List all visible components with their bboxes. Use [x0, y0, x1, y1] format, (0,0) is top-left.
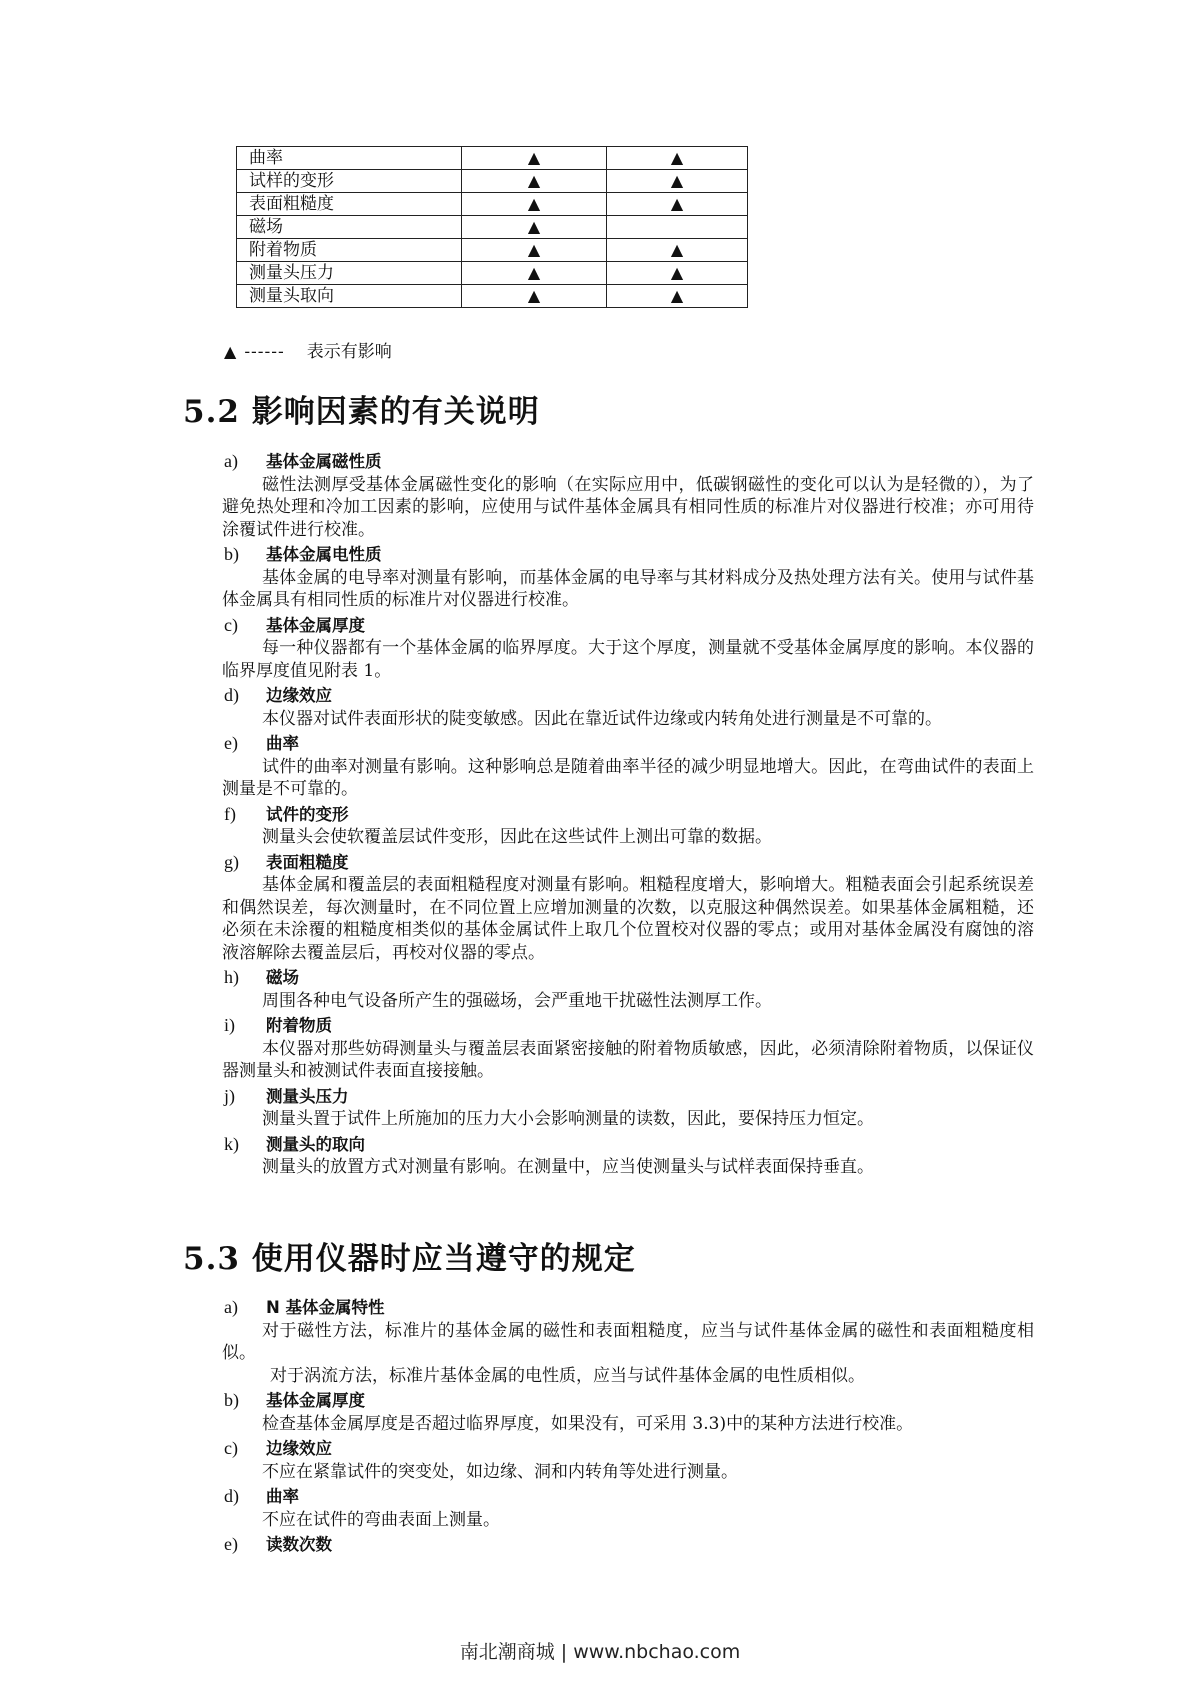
item-letter: e)	[224, 733, 238, 753]
impact-cell: ▲	[462, 147, 607, 170]
impact-cell: ▲	[607, 193, 748, 216]
item-heading	[224, 1296, 1034, 1320]
table-row	[237, 147, 748, 170]
impact-cell: ▲	[607, 262, 748, 285]
item-letter: g)	[224, 851, 239, 872]
item-title: 读数次数	[266, 1535, 332, 1554]
factor-cell: 曲率	[237, 147, 462, 170]
table-row	[237, 216, 748, 239]
table-row	[237, 285, 748, 308]
factor-cell: 试样的变形	[237, 170, 462, 193]
item-paragraph: 基体金属和覆盖层的表面粗糙程度对测量有影响。粗糙程度增大，影响增大。粗糙表面会引起系统误差和偶然误差，每次测量时，在不同位置上应增加测量的次数，以克服这种偶然误差。如果基体金属粗糙，还必须在未涂覆的粗糙度相类似的基体金属试件上取几个位置校对仪器的零点；或用对基体金属没有腐蚀的溶液溶解除去覆盖层后，再校对仪器的零点。	[222, 875, 1034, 963]
table-row	[237, 239, 748, 262]
list-item	[224, 1533, 1034, 1557]
list-item	[224, 1133, 1034, 1179]
influence-factors-table	[236, 146, 748, 308]
item-title: 边缘效应	[266, 1439, 332, 1458]
item-letter: f)	[224, 803, 236, 824]
item-title: N 基体金属特性	[266, 1298, 385, 1317]
item-heading	[224, 543, 1034, 567]
item-paragraph: 磁性法测厚受基体金属磁性变化的影响（在实际应用中，低碳钢磁性的变化可以认为是轻微的），为了避免热处理和冷加工因素的影响，应使用与试件基体金属具有相同性质的标准片对仪器进行校准；亦可用待涂覆试件进行校准。	[222, 474, 1034, 540]
list-item	[224, 1296, 1034, 1387]
item-title: 基体金属厚度	[266, 615, 365, 635]
impact-cell: ▲	[462, 262, 607, 285]
item-heading	[224, 614, 1034, 638]
item-paragraph: 每一种仪器都有一个基体金属的临界厚度。大于这个厚度，测量就不受基体金属厚度的影响。本仪器的临界厚度值见附表 1。	[222, 638, 1034, 681]
item-letter: b)	[224, 544, 239, 564]
item-paragraph: 不应在试件的弯曲表面上测量。	[262, 1509, 500, 1530]
item-paragraph: 试件的曲率对测量有影响。这种影响总是随着曲率半径的减少明显地增大。因此，在弯曲试件的表面上测量是不可靠的。	[222, 756, 1034, 799]
item-heading	[224, 1085, 1034, 1109]
item-title: 测量头的取向	[266, 1134, 365, 1154]
item-heading	[224, 851, 1034, 875]
item-paragraph: 对于磁性方法，标准片的基体金属的磁性和表面粗糙度，应当与试件基体金属的磁性和表面粗糙度相似。	[222, 1320, 1034, 1363]
item-heading	[224, 1389, 1034, 1413]
item-paragraph: 不应在紧靠试件的突变处，如边缘、洞和内转角等处进行测量。	[262, 1461, 738, 1482]
item-paragraph: 测量头的放置方式对测量有影响。在测量中，应当使测量头与试样表面保持垂直。	[262, 1157, 874, 1177]
impact-cell: ▲	[462, 193, 607, 216]
list-item	[224, 543, 1034, 612]
item-title: 曲率	[266, 734, 299, 753]
item-title: 试件的变形	[266, 804, 349, 824]
item-heading	[224, 1533, 1034, 1557]
impact-cell: ▲	[607, 147, 748, 170]
item-letter: e)	[224, 1534, 238, 1554]
item-letter: c)	[224, 614, 238, 635]
item-heading	[224, 803, 1034, 827]
item-letter: d)	[224, 1486, 239, 1506]
impact-cell: ▲	[607, 239, 748, 262]
list-item	[224, 803, 1034, 849]
item-heading	[224, 732, 1034, 756]
item-title: 基体金属电性质	[266, 545, 382, 564]
legend-text: 表示有影响	[306, 342, 392, 362]
section-5-2-title: 5.2 影响因素的有关说明	[183, 394, 540, 430]
item-heading	[224, 1133, 1034, 1157]
item-heading	[224, 1437, 1034, 1461]
impact-cell: ▲	[462, 170, 607, 193]
item-letter: j)	[224, 1085, 235, 1106]
section-5-3-items	[224, 1294, 1034, 1557]
item-letter: i)	[224, 1015, 235, 1035]
table-row	[237, 170, 748, 193]
item-paragraph: 检查基体金属厚度是否超过临界厚度，如果没有，可采用 3.3)中的某种方法进行校准。	[262, 1413, 914, 1434]
list-item	[224, 614, 1034, 683]
item-paragraph: 本仪器对那些妨碍测量头与覆盖层表面紧密接触的附着物质敏感，因此，必须清除附着物质，以保证仪器测量头和被测试件表面直接接触。	[222, 1038, 1034, 1081]
item-letter: a)	[224, 451, 238, 471]
item-paragraph: 本仪器对试件表面形状的陡变敏感。因此在靠近试件边缘或内转角处进行测量是不可靠的。	[262, 708, 942, 729]
item-title: 曲率	[266, 1487, 299, 1506]
impact-cell: ▲	[462, 216, 607, 239]
factor-cell: 表面粗糙度	[237, 193, 462, 216]
item-letter: h)	[224, 967, 239, 987]
item-heading	[224, 684, 1034, 708]
impact-cell: ▲	[607, 285, 748, 308]
list-item	[224, 966, 1034, 1012]
item-title: 磁场	[266, 968, 299, 987]
item-paragraph: 测量头置于试件上所施加的压力大小会影响测量的读数，因此，要保持压力恒定。	[262, 1109, 874, 1129]
item-paragraph: 对于涡流方法，标准片基体金属的电性质，应当与试件基体金属的电性质相似。	[270, 1365, 865, 1386]
item-title: 边缘效应	[266, 686, 332, 705]
item-letter: d)	[224, 685, 239, 705]
triangle-icon: ▲	[224, 342, 237, 361]
item-letter: k)	[224, 1133, 239, 1154]
item-heading	[224, 1485, 1034, 1509]
table-row	[237, 193, 748, 216]
impact-cell: ▲	[462, 285, 607, 308]
factor-cell: 测量头取向	[237, 285, 462, 308]
item-heading	[224, 966, 1034, 990]
impact-cell: ▲	[462, 239, 607, 262]
item-title: 表面粗糙度	[266, 852, 349, 872]
list-item	[224, 1485, 1034, 1531]
factor-cell: 磁场	[237, 216, 462, 239]
factor-cell: 测量头压力	[237, 262, 462, 285]
item-paragraph: 周围各种电气设备所产生的强磁场，会严重地干扰磁性法测厚工作。	[262, 990, 772, 1011]
item-title: 基体金属厚度	[266, 1391, 365, 1410]
item-title: 测量头压力	[266, 1086, 349, 1106]
list-item	[224, 851, 1034, 965]
item-letter: a)	[224, 1297, 238, 1317]
footer-watermark: 南北潮商城 | www.nbchao.com	[459, 1641, 741, 1663]
section-5-2-items	[224, 448, 1034, 1179]
list-item	[224, 450, 1034, 541]
impact-cell: ▲	[607, 170, 748, 193]
list-item	[224, 1014, 1034, 1083]
legend-dashes: ------	[244, 342, 285, 362]
item-heading	[224, 450, 1034, 474]
list-item	[224, 732, 1034, 801]
impact-cell	[607, 216, 748, 239]
item-paragraph: 基体金属的电导率对测量有影响，而基体金属的电导率与其材料成分及热处理方法有关。使用与试件基体金属具有相同性质的标准片对仪器进行校准。	[222, 567, 1034, 610]
factor-cell: 附着物质	[237, 239, 462, 262]
section-5-3-title: 5.3 使用仪器时应当遵守的规定	[183, 1241, 636, 1277]
item-paragraph: 测量头会使软覆盖层试件变形，因此在这些试件上测出可靠的数据。	[262, 827, 772, 847]
item-letter: c)	[224, 1438, 238, 1458]
item-heading	[224, 1014, 1034, 1038]
list-item	[224, 1437, 1034, 1483]
table-row	[237, 262, 748, 285]
item-title: 基体金属磁性质	[266, 452, 382, 471]
item-letter: b)	[224, 1390, 239, 1410]
list-item	[224, 684, 1034, 730]
item-title: 附着物质	[266, 1016, 332, 1035]
list-item	[224, 1085, 1034, 1131]
list-item	[224, 1389, 1034, 1435]
table-legend	[224, 337, 392, 362]
